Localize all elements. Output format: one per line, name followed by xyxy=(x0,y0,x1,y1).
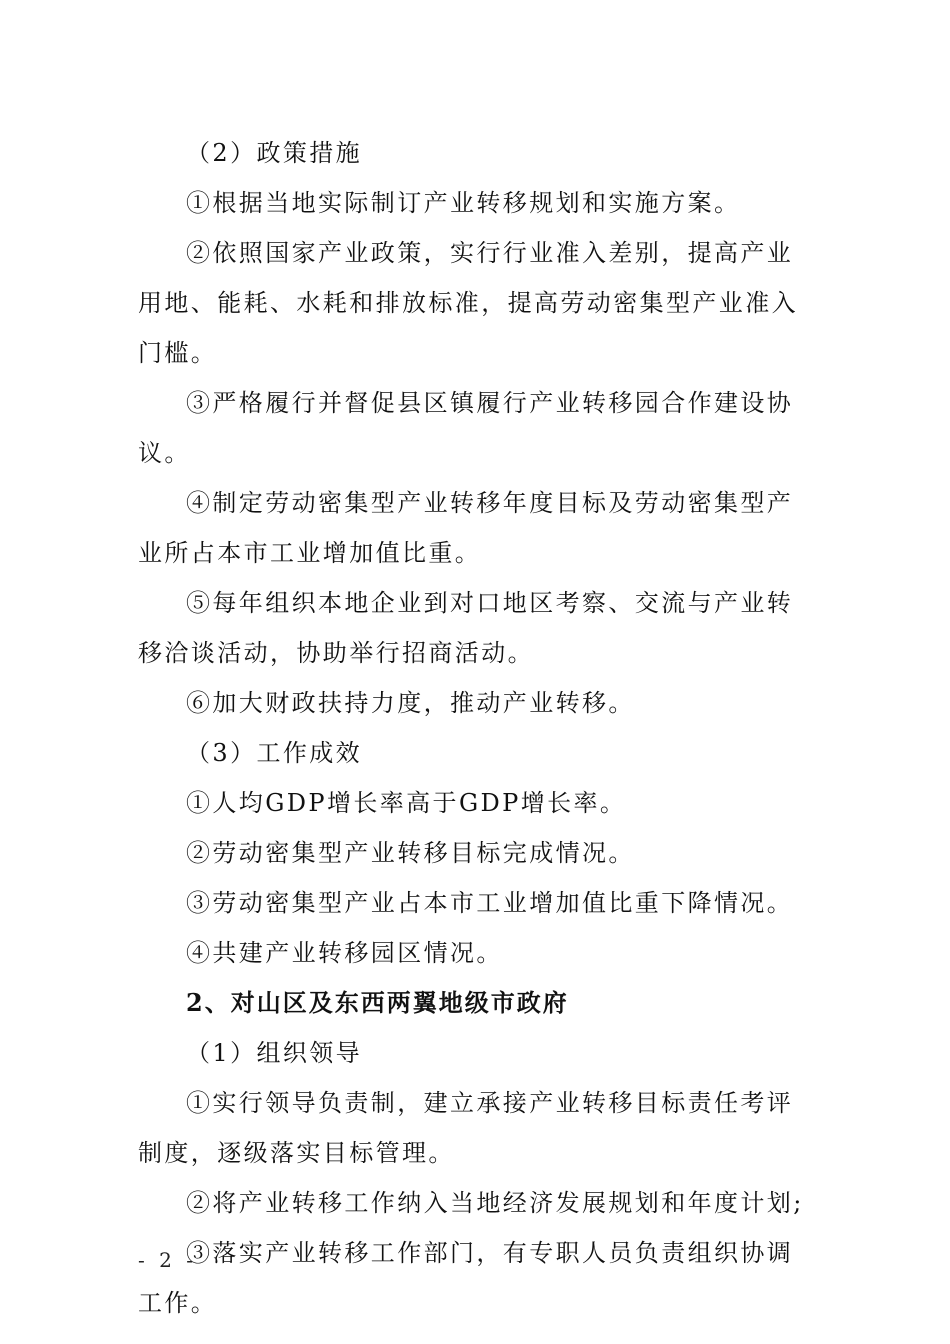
paragraph: ②依照国家产业政策，实行行业准入差别，提高产业用地、能耗、水耗和排放标准，提高劳动密集型产业准入门槛。 xyxy=(138,239,798,367)
section-heading: 2、对山区及东西两翼地级市政府 xyxy=(186,988,569,1017)
paragraph: ①人均GDP增长率高于GDP增长率。 xyxy=(186,789,627,817)
paragraph: ③落实产业转移工作部门，有专职人员负责组织协调工作。 xyxy=(138,1239,794,1317)
paragraph: ⑥加大财政扶持力度，推动产业转移。 xyxy=(186,689,635,717)
paragraph: ④制定劳动密集型产业转移年度目标及劳动密集型产业所占本市工业增加值比重。 xyxy=(138,489,794,567)
paragraph: ①根据当地实际制订产业转移规划和实施方案。 xyxy=(186,189,741,217)
paragraph-results-heading: （3）工作成效 xyxy=(186,739,363,767)
paragraph: ③劳动密集型产业占本市工业增加值比重下降情况。 xyxy=(186,889,794,917)
page-number: - 2 - xyxy=(138,1248,197,1272)
paragraph: ①实行领导负责制，建立承接产业转移目标责任考评制度，逐级落实目标管理。 xyxy=(138,1089,794,1167)
paragraph-policy-heading: （2）政策措施 xyxy=(186,139,363,167)
paragraph: ⑤每年组织本地企业到对口地区考察、交流与产业转移洽谈活动，协助举行招商活动。 xyxy=(138,589,794,667)
paragraph: ②将产业转移工作纳入当地经济发展规划和年度计划; xyxy=(186,1189,804,1217)
paragraph: ③严格履行并督促县区镇履行产业转移园合作建设协议。 xyxy=(138,389,794,467)
document-body xyxy=(138,128,814,1328)
paragraph-organization-heading: （1）组织领导 xyxy=(186,1039,363,1067)
paragraph: ②劳动密集型产业转移目标完成情况。 xyxy=(186,839,635,867)
paragraph: ④共建产业转移园区情况。 xyxy=(186,939,503,967)
